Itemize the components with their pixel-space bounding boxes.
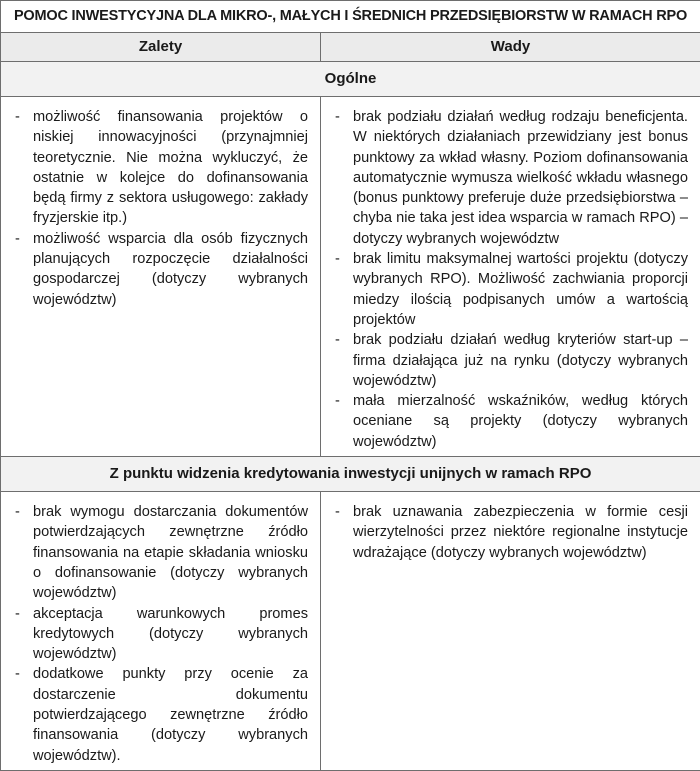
list-item: - akceptacja warunkowych promes kredytowych (dotyczy wybranych województw) [13,604,308,665]
list-item: - możliwość finansowania projektów o niskiej innowacyjności (przynajmniej teoretycznie. Nie można wykluczyć, że ostatnie w kolejce do dofinansowania będą firmy z sektora usługowego: zakłady fryzjerskie itp.) [13,107,308,229]
section-heading-credit: Z punktu widzenia kredytowania inwestycji unijnych w ramach RPO [1,457,700,492]
credit-advantages-cell [1,492,321,771]
column-header-disadvantages: Wady [321,33,700,62]
credit-disadvantages-list [321,492,700,567]
general-advantages-list [1,97,320,314]
list-item: - brak wymogu dostarczania dokumentów potwierdzających zewnętrzne źródło finansowania na etapie składania wniosku o dofinansowanie (dotyczy wybranych województw) [13,502,308,603]
general-disadvantages-cell [321,97,700,457]
list-item: - brak podziału działań według kryteriów start-up – firma działająca już na rynku (dotyczy wybranych województw) [333,330,688,391]
general-disadvantages-list [321,97,700,456]
section-heading-general: Ogólne [1,62,700,97]
credit-advantages-list [1,492,320,770]
list-item: - mała mierzalność wskaźników, według których oceniane są projekty (dotyczy wybranych województw) [333,391,688,452]
list-item: - możliwość wsparcia dla osób fizycznych planujących rozpoczęcie działalności gospodarczej (dotyczy wybranych województw) [13,229,308,310]
list-item: - brak limitu maksymalnej wartości projektu (dotyczy wybranych RPO). Możliwość zachwiania proporcji miedzy ilością podpisanych umów a wartością projektów [333,249,688,330]
general-advantages-cell [1,97,321,457]
credit-disadvantages-cell [321,492,700,771]
column-header-advantages: Zalety [1,33,321,62]
list-item: - brak uznawania zabezpieczenia w formie cesji wierzytelności przez niektóre regionalne instytucje wdrażające (dotyczy wybranych województw) [333,502,688,563]
table-title: POMOC INWESTYCYJNA DLA MIKRO-, MAŁYCH I ŚREDNICH PRZEDSIĘBIORSTW W RAMACH RPO [1,1,700,33]
list-item: - brak podziału działań według rodzaju beneficjenta. W niektórych działaniach przewidziany jest bonus punktowy za wkład własny. Poziom dofinansowania automatycznie wymusza wielkość wkładu własnego (bonus punktowy preferuje duże przedsiębiorstwa – chyba nie taka jest idea wsparcia w ramach RPO) – dotyczy wybranych województw [333,107,688,249]
list-item: - dodatkowe punkty przy ocenie za dostarczenie dokumentu potwierdzającego zewnętrzne źródło finansowania (dotyczy wybranych województw). [13,664,308,765]
